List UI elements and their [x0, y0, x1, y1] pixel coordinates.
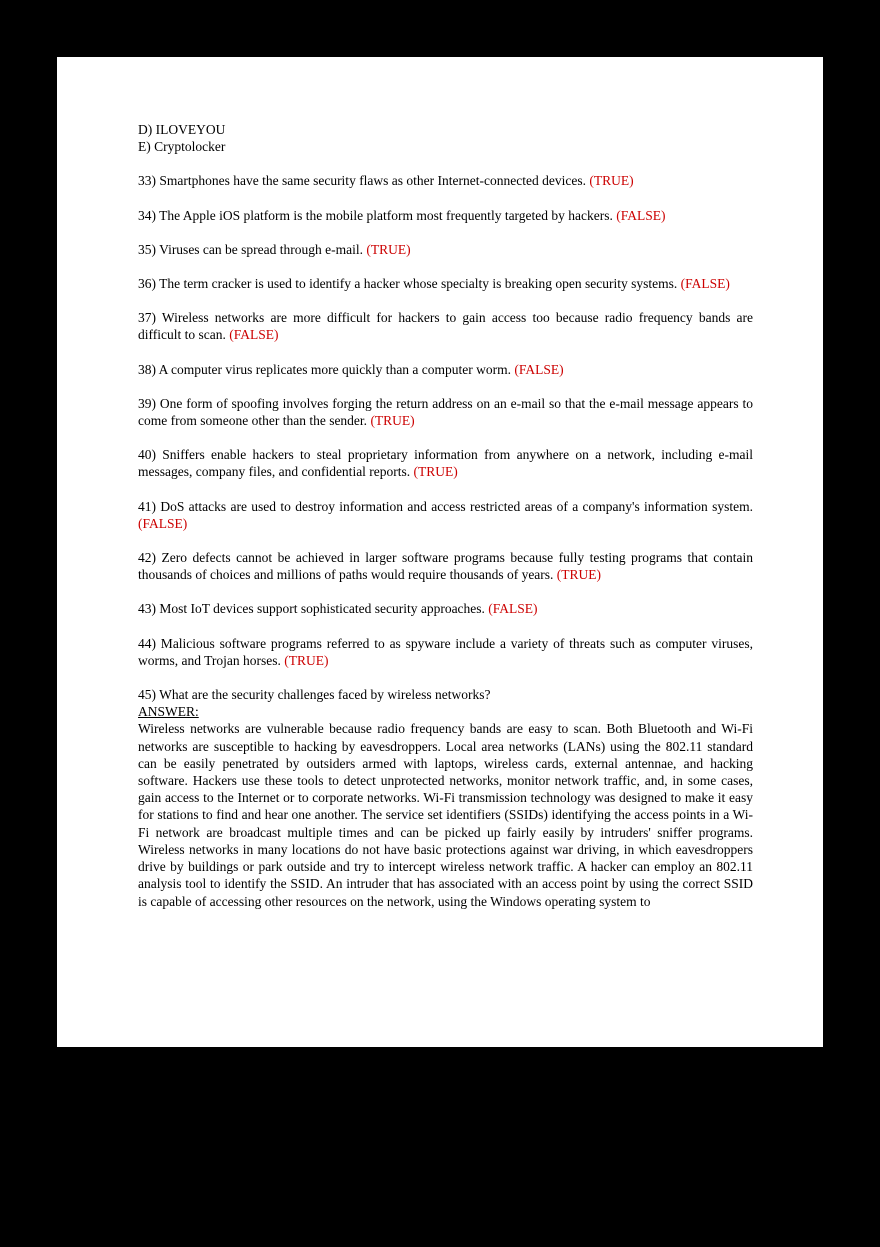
question-answer: (FALSE) — [229, 327, 279, 343]
question-answer: (FALSE) — [138, 515, 188, 531]
question-item — [138, 600, 753, 617]
question-text: 37) Wireless networks are more difficult for hackers to gain access too because radio frequency bands are difficult to scan. — [138, 310, 753, 343]
option-item: E) Cryptolocker — [138, 139, 226, 155]
question-text: 44) Malicious software programs referred to as spyware include a variety of threats such as computer viruses, worms, and Trojan horses. — [138, 635, 753, 668]
answer-label: ANSWER: — [138, 704, 199, 720]
essay-answer-text: Wireless networks are vulnerable because radio frequency bands are easy to scan. Both Bluetooth and Wi-Fi networks are susceptible to hacking by eavesdroppers. Local area networks (LANs) using the 802.11 standard can be easily penetrated by outsiders armed with laptops, wireless cards, external antennae, and hacking software. Hackers use these tools to detect unprotected networks, monitor network traffic, and, in some cases, gain access to the Internet or to corporate networks. Wi-Fi transmission technology was designed to make it easy for stations to find and hear one another. The service set identifiers (SSIDs) identifying the access points in a Wi-Fi network are broadcast multiple times and can be picked up fairly easily by intruders' sniffer programs. Wireless networks in many locations do not have basic protections against war driving, in which eavesdroppers drive by buildings or park outside and try to intercept wireless network traffic. A hacker can employ an 802.11 analysis tool to identify the SSID. An intruder that has associated with an access point by using the correct SSID is capable of accessing other resources on the network, using the Windows operating system to — [138, 721, 753, 909]
question-answer: (TRUE) — [556, 567, 602, 583]
question-text: 40) Sniffers enable hackers to steal proprietary information from anywhere on a network, including e-mail messages, company files, and confidential reports. — [138, 447, 753, 480]
question-text: 34) The Apple iOS platform is the mobile platform most frequently targeted by hackers. — [138, 207, 613, 223]
question-text: 43) Most IoT devices support sophisticated security approaches. — [138, 601, 485, 617]
question-answer: (TRUE) — [589, 173, 634, 189]
question-item — [138, 275, 753, 292]
question-item — [138, 172, 753, 189]
question-item — [138, 446, 753, 480]
option-item: D) ILOVEYOU — [138, 122, 226, 137]
question-answer: (FALSE) — [488, 601, 538, 617]
question-item — [138, 309, 753, 343]
question-answer: (TRUE) — [370, 413, 415, 429]
question-item — [138, 361, 753, 378]
document-page — [57, 57, 823, 1047]
question-item — [138, 498, 753, 532]
question-answer: (FALSE) — [680, 276, 730, 292]
option-list — [138, 121, 753, 155]
question-item — [138, 635, 753, 669]
question-answer: (FALSE) — [514, 361, 564, 377]
question-item — [138, 395, 753, 429]
answer-label-row — [138, 703, 753, 720]
question-item — [138, 241, 753, 258]
question-text: 42) Zero defects cannot be achieved in larger software programs because fully testing programs that contain thousands of choices and millions of paths would require thousands of years. — [138, 550, 753, 583]
essay-question — [138, 686, 753, 703]
question-text: 45) What are the security challenges faced by wireless networks? — [138, 687, 491, 703]
question-answer: (TRUE) — [366, 241, 411, 257]
question-text: 41) DoS attacks are used to destroy information and access restricted areas of a company's information system. — [138, 498, 753, 514]
question-text: 39) One form of spoofing involves forging the return address on an e-mail so that the e-mail message appears to come from someone other than the sender. — [138, 395, 753, 429]
page-content — [57, 57, 823, 910]
question-answer: (TRUE) — [284, 652, 329, 668]
question-text: 36) The term cracker is used to identify a hacker whose specialty is breaking open security systems. — [138, 276, 678, 292]
question-text: 33) Smartphones have the same security flaws as other Internet-connected devices. — [138, 173, 586, 189]
question-item — [138, 549, 753, 583]
question-answer: (FALSE) — [616, 207, 666, 223]
question-text: 38) A computer virus replicates more quickly than a computer worm. — [138, 361, 512, 377]
question-answer: (TRUE) — [413, 464, 458, 480]
question-text: 35) Viruses can be spread through e-mail. — [138, 241, 363, 257]
question-item — [138, 207, 753, 224]
